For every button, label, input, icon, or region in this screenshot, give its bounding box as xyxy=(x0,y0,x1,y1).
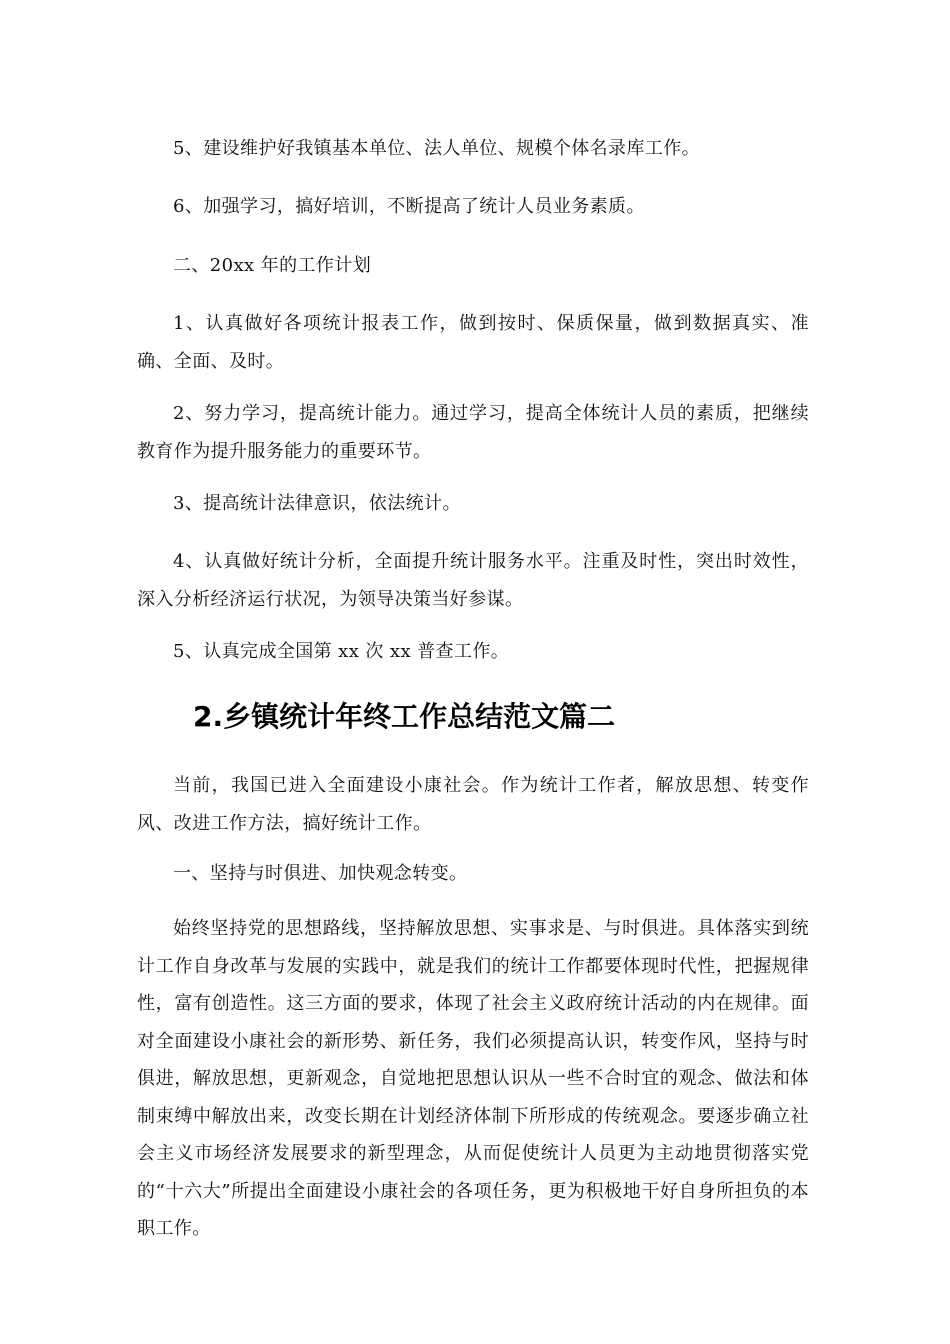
paragraph-body-long: 始终坚持党的思想路线，坚持解放思想、实事求是、与时俱进。具体落实到统计工作自身改革与发展的实践中，就是我们的统计工作都要体现时代性，把握规律性，富有创造性。这三方面的要求，体现了社会主义政府统计活动的内在规律。面对全面建设小康社会的新形势、新任务，我们必须提高认识，转变作风，坚持与时俱进，解放思想，更新观念，自觉地把思想认识从一些不合时宜的观念、做法和体制束缚中解放出来，改变长期在计划经济体制下所形成的传统观念。要逐步确立社会主义市场经济发展要求的新型理念，从而促使统计人员更为主动地贯彻落实党的“十六大”所提出全面建设小康社会的各项任务，更为积极地干好自身所担负的本职工作。 xyxy=(137,918,809,1239)
section-heading: 2.乡镇统计年终工作总结范文篇二 xyxy=(193,700,616,733)
paragraph-item-6-training: 6、加强学习，搞好培训，不断提高了统计人员业务素质。 xyxy=(173,196,645,217)
paragraph-plan-1: 1、认真做好各项统计报表工作，做到按时、保质保量，做到数据真实、准确、全面、及时。 xyxy=(137,313,809,372)
paragraph-intro: 当前，我国已进入全面建设小康社会。作为统计工作者，解放思想、转变作风、改进工作方法，搞好统计工作。 xyxy=(137,775,809,834)
subheading-keep-pace: 一、坚持与时俱进、加快观念转变。 xyxy=(173,863,468,884)
paragraph-plan-5: 5、认真完成全国第 xx 次 xx 普查工作。 xyxy=(173,641,510,662)
subheading-work-plan: 二、20xx 年的工作计划 xyxy=(173,255,372,276)
paragraph-plan-2: 2、努力学习，提高统计能力。通过学习，提高全体统计人员的素质，把继续教育作为提升服务能力的重要环节。 xyxy=(137,403,809,462)
paragraph-plan-4: 4、认真做好统计分析，全面提升统计服务水平。注重及时性，突出时效性，深入分析经济运行状况，为领导决策当好参谋。 xyxy=(137,551,809,610)
paragraph-plan-3: 3、提高统计法律意识，依法统计。 xyxy=(173,493,461,514)
paragraph-item-5-registry: 5、建设维护好我镇基本单位、法人单位、规模个体名录库工作。 xyxy=(173,138,701,159)
